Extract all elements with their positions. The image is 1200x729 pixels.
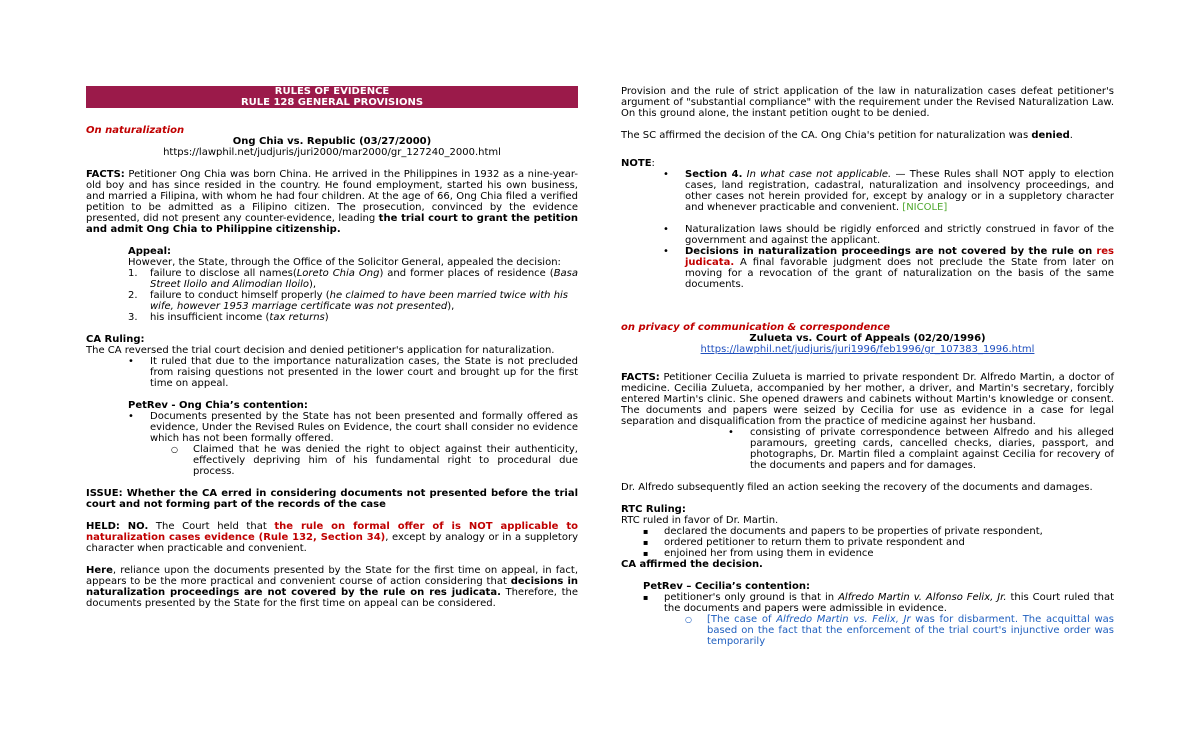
note-colon: : — [651, 158, 655, 169]
appeal-item-text: failure to conduct himself properly ( — [150, 290, 330, 301]
ca-ruling-label: CA Ruling: — [86, 334, 145, 345]
bullet3-bold: Decisions in naturalization proceedings are not covered by the rule on — [685, 246, 1093, 257]
left-column — [86, 86, 578, 609]
nicole-tag: [NICOLE] — [902, 202, 948, 213]
square-bullet-icon: ▪ — [643, 527, 649, 536]
facts-label: FACTS: — [86, 169, 125, 180]
held-text: , except by analogy or in a suppletory character when practicable and convenient. — [86, 532, 579, 554]
sub-italic: Alfredo Martin vs. Felix, Jr — [776, 614, 911, 625]
case-title: Ong Chia vs. Republic (03/27/2000) — [232, 136, 432, 147]
rtc-item-text: ordered petitioner to return them to private respondent and — [664, 537, 965, 548]
here-text: Therefore, the documents presented by the State for the first time on appeal can be considered. — [86, 587, 578, 609]
rtc-ruling-label: RTC Ruling: — [621, 504, 686, 515]
sec4-italic: In what case not applicable. — [746, 169, 892, 180]
bullet3-red: res judicata. — [685, 246, 1114, 268]
appeal-item-text: ), — [447, 301, 455, 312]
sec4-label: Section 4. — [685, 169, 743, 180]
square-bullet-icon: ▪ — [643, 549, 649, 558]
appeal-item — [128, 268, 578, 290]
appeal-item-italic: tax returns — [269, 312, 325, 323]
appeal-item-italic: Basa Street Iloilo and Alimodian Iloilo — [150, 268, 579, 290]
sec4-text: — These Rules shall NOT apply to election cases, land registration, cadastral, naturalization and insolvency proceedings, and other cases not herein provided for, except by analogy or in a suppletory character and whenever practicable and convenient. — [685, 169, 1114, 213]
held-label: HELD: NO. — [86, 521, 149, 532]
section-banner — [86, 86, 578, 108]
appeal-item-text: ) and former places of residence ( — [379, 268, 554, 279]
petrev-label: PetRev - Ong Chia’s contention: — [128, 400, 308, 411]
list-number: 2. — [128, 290, 138, 301]
bullet-icon: • — [128, 356, 134, 367]
sc-affirmed-paragraph — [621, 130, 1114, 141]
bullet-icon: • — [663, 224, 669, 235]
banner-title: RULES OF EVIDENCE — [274, 86, 390, 97]
petrev2-subbullet — [621, 614, 1114, 647]
sc-bold: denied — [1031, 130, 1070, 141]
ca-bullet-text: It ruled that due to the importance naturalization cases, the State is not precluded from raising questions not presented in the lower court and brought up for the first time on appeal. — [150, 356, 578, 389]
naturalization-bullet — [621, 224, 1114, 246]
note-label: NOTE — [621, 158, 652, 169]
section4-bullet — [621, 169, 1114, 213]
appeal-item-text: his insufficient income ( — [150, 312, 270, 323]
petrev2-text: petitioner's only ground is that in — [664, 592, 835, 603]
appeal-item-italic: Loreto Chia Ong — [296, 268, 380, 279]
rtc-item — [621, 526, 1114, 537]
right-column — [621, 86, 1114, 647]
facts2-bullet-text: consisting of private correspondence between Alfredo and his alleged paramours, greeting cards, cancelled checks, diaries, passport, and photographs, Dr. Martin filed a complaint against Cecilia for recovery of the documents and papers and for damages. — [750, 427, 1114, 471]
petrev-bullet — [86, 411, 578, 444]
bullet3-text: A final favorable judgment does not preclude the State from later on moving for a revocation of the grant of naturalization on the basis of the same documents. — [685, 257, 1114, 290]
facts2-bullet — [621, 427, 1114, 471]
facts-paragraph — [86, 169, 578, 235]
petrev-bullet-text: Documents presented by the State has not been presented and formally offered as evidence, Under the Revised Rules on Evidence, the court shall consider no evidence which has not been formally offered. — [150, 411, 578, 444]
case-url: https://lawphil.net/judjuris/juri2000/mar2000/gr_127240_2000.html — [163, 147, 501, 158]
bullet2-text: Naturalization laws should be rigidly enforced and strictly construed in favor of the government and against the applicant. — [685, 224, 1114, 246]
here-paragraph — [86, 565, 578, 609]
facts-text: Petitioner Ong Chia was born China. He arrived in the Philippines in 1932 as a nine-year-old boy and has since resided in the country. He found employment, started his own business, and married a Filipina, with whom he had four children. At the age of 66, Ong Chia filed a verified petition to be admitted as a Filipino citizen. The prosecution, convinced by the evidence presented, did not present any counter-evidence, leading — [86, 169, 578, 224]
ca-ruling-text: The CA reversed the trial court decision and denied petitioner's application for naturalization. — [86, 345, 555, 356]
rtc-item-text: enjoined her from using them in evidence — [664, 548, 874, 559]
appeal-intro: However, the State, through the Office of the Solicitor General, appealed the decision: — [128, 257, 561, 268]
bullet-icon: • — [128, 411, 134, 422]
petrev2-label: PetRev – Cecilia’s contention: — [643, 581, 810, 592]
rtc-item — [621, 548, 1114, 559]
ca-ruling-bullet — [86, 356, 578, 389]
list-number: 1. — [128, 268, 138, 279]
square-bullet-icon: ▪ — [643, 593, 649, 602]
case2-link[interactable]: https://lawphil.net/judjuris/juri1996/feb1996/gr_107383_1996.html — [700, 344, 1035, 355]
here-bold-text: decisions in naturalization proceedings are not covered by the rule on res judicata. — [86, 576, 578, 598]
issue-paragraph: ISSUE: Whether the CA erred in considering documents not presented before the trial court and not forming part of the records of the case — [86, 488, 578, 510]
bullet-icon: • — [663, 169, 669, 180]
topic-heading: On naturalization — [86, 125, 185, 136]
alfredo-paragraph: Dr. Alfredo subsequently filed an action seeking the recovery of the documents and damages. — [621, 482, 1093, 493]
petrev2-bullet — [621, 592, 1114, 614]
rtc-item — [621, 537, 1114, 548]
provision-paragraph: Provision and the rule of strict application of the law in naturalization cases defeat petitioner's argument of "substantial compliance" with the requirement under the Revised Naturalization Law. On this ground alone, the instant petition ought to be denied. — [621, 86, 1114, 119]
list-number: 3. — [128, 312, 138, 323]
facts2-paragraph — [621, 372, 1114, 427]
facts2-text: Petitioner Cecilia Zulueta is married to private respondent Dr. Alfredo Martin, a doctor of medicine. Cecilia Zulueta, accompanied by her mother, a driver, and Martin's secretary, forcibly entered Martin's clinic. She opened drawers and cabinets without Martin's knowledge or consent. The documents and papers were seized by Cecilia for use as evidence in a case for legal separation and disqualification from the practice of medicine against her husband. — [621, 372, 1114, 427]
topic2-heading: on privacy of communication & correspondence — [621, 322, 891, 333]
here-text: , reliance upon the documents presented by the State for the first time on appeal, in fact, appears to be the more practical and convenient course of action considering that — [86, 565, 578, 587]
ca-affirmed: CA affirmed the decision. — [621, 559, 763, 570]
rtc-ruling-text: RTC ruled in favor of Dr. Martin. — [621, 515, 779, 526]
banner-subtitle: RULE 128 GENERAL PROVISIONS — [240, 97, 424, 108]
square-bullet-icon: ▪ — [643, 538, 649, 547]
facts-bold: the trial court to grant the petition and admit Ong Chia to Philippine citizenship. — [86, 213, 579, 235]
circle-bullet-icon: ○ — [171, 445, 178, 454]
petrev2-text: this Court ruled that the documents and papers were admissible in evidence. — [664, 592, 1115, 614]
res-judicata-bullet — [621, 246, 1114, 290]
sub-text: was for disbarment. The acquittal was based on the fact that the enforcement of the trial court's injunctive order was temporarily — [707, 614, 1115, 647]
appeal-item — [128, 290, 578, 312]
rtc-item-text: declared the documents and papers to be properties of private respondent, — [664, 526, 1043, 537]
appeal-item — [128, 312, 578, 323]
appeal-item-italic: he claimed to have been married twice with his wife, however 1953 marriage certificate was not presented — [150, 290, 569, 312]
appeal-item-text: ), — [309, 279, 317, 290]
case2-title: Zulueta vs. Court of Appeals (02/20/1996) — [749, 333, 986, 344]
facts2-label: FACTS: — [621, 372, 660, 383]
held-red-text: the rule on formal offer of is NOT applicable to naturalization cases evidence (Rule 132, Section 34) — [86, 521, 578, 543]
appeal-item-text: failure to disclose all names( — [150, 268, 297, 279]
bullet-icon: • — [663, 246, 669, 257]
sub-text: [The case of — [707, 614, 772, 625]
petrev2-italic: Alfredo Martin v. Alfonso Felix, Jr. — [838, 592, 1007, 603]
held-paragraph — [86, 521, 578, 554]
bullet-icon: • — [728, 427, 734, 438]
appeal-block — [86, 246, 578, 323]
petrev-sub-text: Claimed that he was denied the right to object against their authenticity, effectively depriving him of his fundamental right to procedural due process. — [193, 444, 578, 477]
appeal-item-text: ) — [324, 312, 329, 323]
held-text: The Court held that — [155, 521, 267, 532]
note-heading — [621, 158, 1114, 169]
sc-text: . — [1069, 130, 1073, 141]
sc-text: The SC affirmed the decision of the CA. Ong Chia's petition for naturalization was — [621, 130, 1029, 141]
here-label: Here — [86, 565, 113, 576]
circle-bullet-icon: ○ — [685, 615, 692, 624]
appeal-label: Appeal: — [128, 246, 172, 257]
petrev-subbullet — [86, 444, 578, 477]
